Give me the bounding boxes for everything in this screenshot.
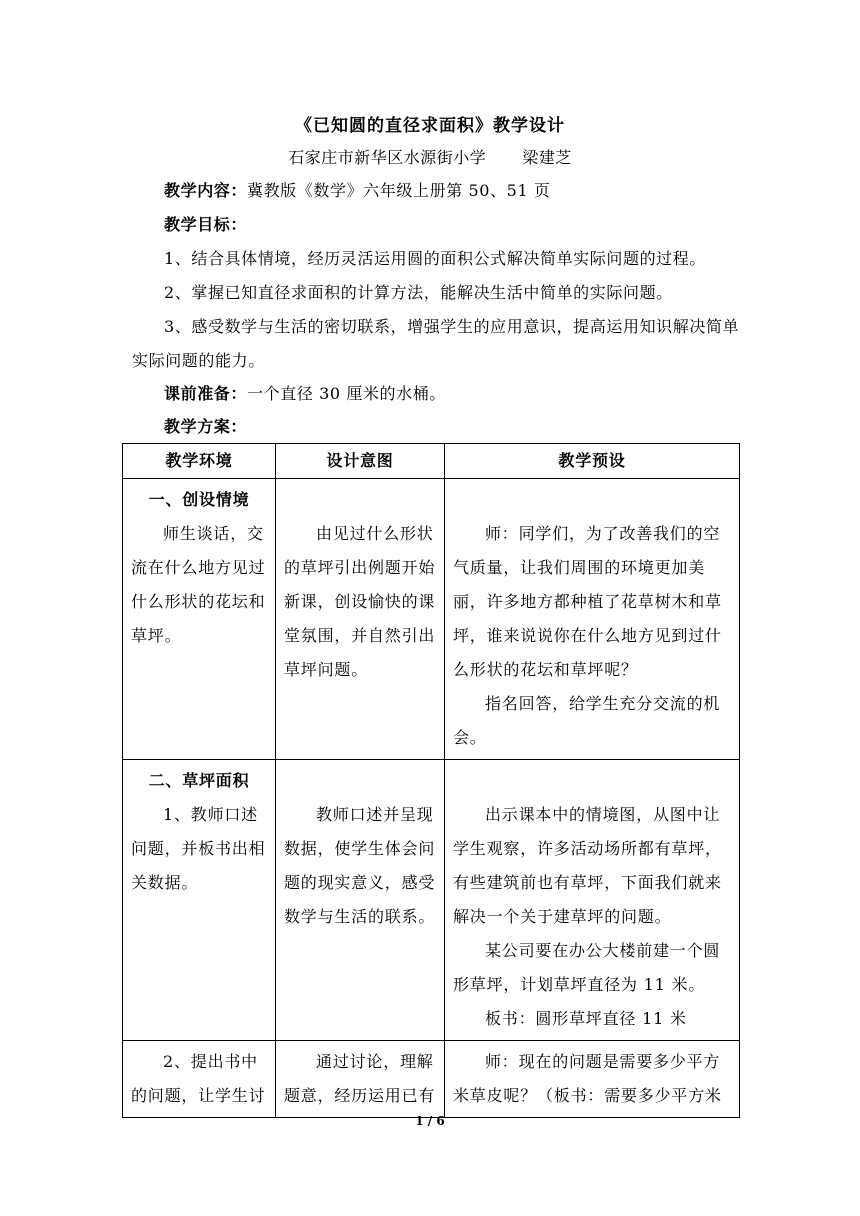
preset-cell: [445, 1041, 740, 1118]
intent-cell: [276, 760, 445, 1041]
page-title: 《已知圆的直径求面积》教学设计: [295, 116, 565, 136]
preset-text: 师：现在的问题是需要多少平方米草皮呢？（板书：需要多少平方米: [453, 1052, 722, 1105]
goal-item-1: 1、结合具体情境，经历灵活运用圆的面积公式解决简单实际问题的过程。: [164, 249, 706, 268]
env-text: 1、教师口述问题，并板书出相关数据。: [131, 805, 266, 892]
prep-line: [132, 377, 742, 411]
page-number: 1 / 6: [415, 1114, 445, 1128]
author-line: [0, 145, 860, 168]
preset-cell: [445, 760, 740, 1041]
table-header-row: [123, 444, 740, 479]
prep-text: 一个直径 30 厘米的水桶。: [247, 384, 446, 403]
plan-label: 教学方案：: [164, 417, 248, 436]
preset-text: 师：同学们，为了改善我们的空气质量，让我们周围的环境更加美丽，许多地方都种植了花草树木和草坪，谁来说说你在什么地方见到过什么形状的花坛和草坪呢？: [453, 524, 722, 679]
author-school: 石家庄市新华区水源街小学: [288, 148, 487, 167]
author-name: 梁建芝: [522, 148, 572, 167]
preset-text: 指名回答，给学生充分交流的机会。: [453, 694, 721, 747]
section-title: 二、草坪面积: [148, 771, 250, 790]
header-preset: 教学预设: [445, 444, 740, 479]
preset-text: 出示课本中的情境图，从图中让学生观察，许多活动场所都有草坪，有些建筑前也有草坪，下面我们就来解决一个关于建草坪的问题。: [453, 805, 722, 926]
goals-heading: [132, 208, 742, 242]
preset-cell: [445, 479, 740, 760]
preset-text: 某公司要在办公大楼前建一个圆形草坪，计划草坪直径为 11 米。: [453, 941, 721, 994]
content-text: 冀教版《数学》六年级上册第 50、51 页: [247, 181, 551, 200]
env-cell: [123, 479, 276, 760]
intent-text: 由见过什么形状的草坪引出例题开始新课，创设愉快的课堂氛围，并自然引出草坪问题。: [284, 524, 436, 679]
intent-cell: [276, 1041, 445, 1118]
env-cell: [123, 760, 276, 1041]
prep-label: 课前准备：: [164, 384, 248, 403]
goal-item-2: 2、掌握已知直径求面积的计算方法，能解决生活中简单的实际问题。: [164, 283, 673, 302]
header-intent: 设计意图: [276, 444, 445, 479]
preset-text: 板书：圆形草坪直径 11 米: [485, 1009, 687, 1028]
section-title: 一、创设情境: [148, 490, 250, 509]
env-text: 2、提出书中的问题，让学生讨: [131, 1052, 266, 1105]
env-cell: [123, 1041, 276, 1118]
table-row: [123, 760, 740, 1041]
goal-item-3: 3、感受数学与生活的密切联系，增强学生的应用意识，提高运用知识解决简单实际问题的能力。: [132, 317, 740, 370]
table-row: [123, 1041, 740, 1118]
header-env: 教学环境: [123, 444, 276, 479]
goals-label: 教学目标：: [164, 215, 248, 234]
intent-cell: [276, 479, 445, 760]
content-line: [132, 174, 742, 208]
env-text: 师生谈话，交流在什么地方见过什么形状的花坛和草坪。: [131, 524, 266, 645]
content-label: 教学内容：: [164, 181, 248, 200]
plan-heading: [132, 410, 742, 444]
intent-text: 教师口述并呈现数据，使学生体会问题的现实意义，感受数学与生活的联系。: [284, 805, 436, 926]
lesson-plan-table: [122, 443, 740, 1118]
intent-text: 通过讨论，理解题意，经历运用已有: [284, 1052, 436, 1105]
table-row: [123, 479, 740, 760]
